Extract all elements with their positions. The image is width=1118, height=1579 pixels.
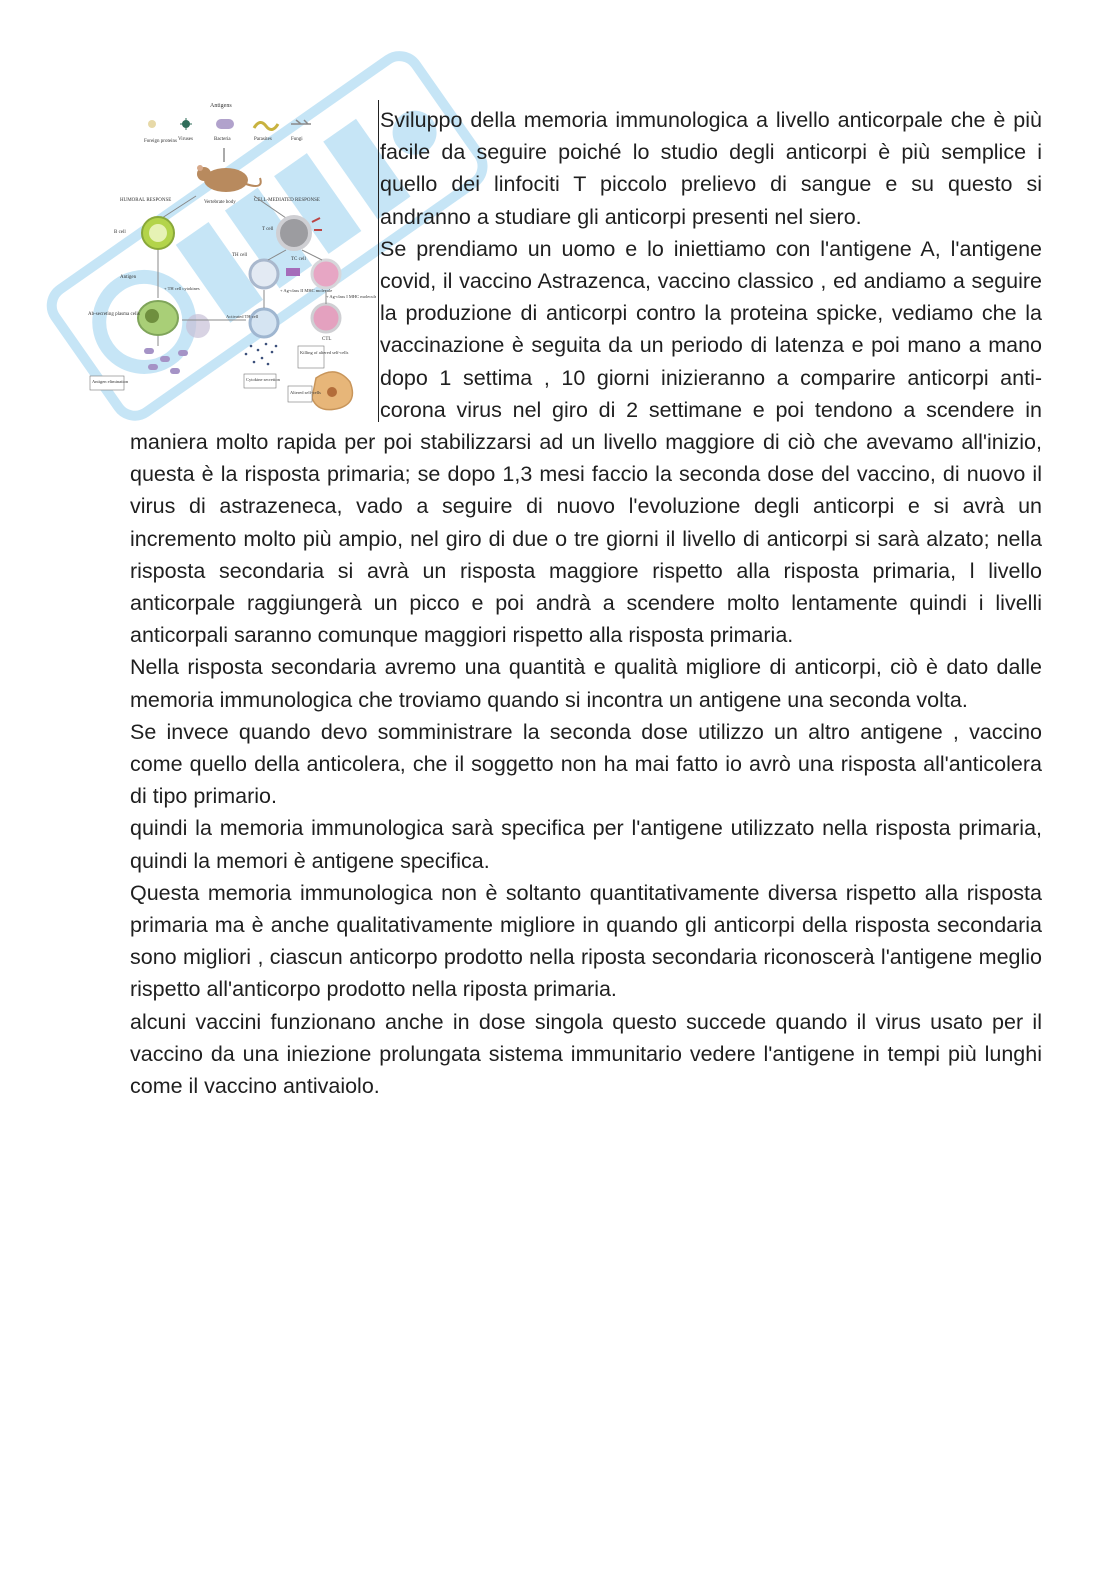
label-ag-class-ii: + Ag-class II MHC molecule [280, 288, 333, 293]
label-t-cell: T cell [262, 227, 274, 232]
label-cytokine-secretion: Cytokine secretion [246, 377, 280, 382]
label-ab-secreting: Ab-secreting plasma cells [88, 312, 140, 317]
label-antigens: Antigens [210, 103, 232, 109]
label-antigen: Antigen [120, 275, 137, 280]
paragraph-1: Sviluppo della memoria immunologica a livello anticorpale che è più facile da seguire poiché lo studio degli anticorpi è più semplice i quello dei linfociti T piccolo prelievo di sangue e su questo si andranno a studiare gli anticorpi presenti nel siero. [380, 108, 1042, 229]
label-humoral-response: HUMORAL RESPONSE [120, 198, 172, 203]
label-vertebrate-body: Vertebrate body [204, 200, 236, 205]
label-altered-self: Altered self-cells [290, 390, 321, 395]
label-antigen-elimination: Antigen elimination [92, 379, 129, 384]
label-th-cell: TH cell [232, 253, 248, 258]
label-killing: Killing of altered self-cells [300, 350, 349, 355]
label-cell-mediated-response: CELL-MEDIATED RESPONSE [254, 198, 320, 203]
label-ag-class-i: + Ag-class I MHC molecule [326, 294, 376, 299]
paragraph-5: quindi la memoria immunologica sarà specifica per l'antigene utilizzato nella risposta primaria, quindi la memori è antigene specifica. [130, 816, 1042, 873]
label-fungi: Fungi [291, 137, 303, 142]
paragraph-3: Nella risposta secondaria avremo una quantità e qualità migliore di anticorpi, ciò è dato dalle memoria immunologica che troviamo quando si incontra un antigene una seconda volta. [130, 655, 1042, 712]
document-body [130, 104, 1042, 1102]
paragraph-2: Se prendiamo un uomo e lo iniettiamo con l'antigene A, l'antigene covid, il vaccino Astrazenca, vaccino classico , ed andiamo a seguire la produzione di anticorpi contro la proteina spicke, vediamo che la vaccinazione è seguita da un periodo di latenza e poi mano a mano dopo 1 settima , 10 giorni inizieranno a comparire anticorpi anti- corona virus nel giro di 2 settimane e poi tendono a scendere in maniera molto rapida per poi stabilizzarsi ad un livello maggiore di ciò che avevamo all'inizio, questa è la risposta primaria; se dopo 1,3 mesi faccio la seconda dose del vaccino, di nuovo il virus di astrazeneca, vado a seguire di nuovo l'evoluzione degli anticorpi e si avrà un incremento molto più ampio, nel giro di due o tre giorni il livello di anticorpi si sarà alzato; nella risposta secondaria si avrà un risposta maggiore rispetto alla risposta primaria, l livello anticorpale raggiungerà un picco e poi andrà a scendere molto lentamente quindi i livelli anticorpali saranno comunque maggiori rispetto alla risposta primaria. [130, 236, 1042, 648]
paragraph-4: Se invece quando devo somministrare la seconda dose utilizzo un altro antigene , vaccino come quello della anticolera, che il soggetto non ha mai fatto io avrò una risposta all'anticolera di tipo primario. [130, 719, 1042, 809]
label-tc-cell: TC cell [291, 257, 306, 262]
label-th-cytokines: + TH cell cytokines [164, 286, 200, 291]
label-ctl: CTL [322, 337, 332, 342]
label-viruses: Viruses [178, 137, 193, 142]
figure-spacer [130, 104, 380, 426]
label-bacteria: Bacteria [214, 137, 231, 142]
label-b-cell: B cell [114, 230, 126, 235]
label-activated-th: Activated TH cell [226, 314, 259, 319]
paragraph-7: alcuni vaccini funzionano anche in dose singola questo succede quando il virus usato per il vaccino da una iniezione prolungata sistema immunitario vedere l'antigene in tempi più lunghi come il vaccino antivaiolo. [130, 1009, 1042, 1099]
paragraph-6: Questa memoria immunologica non è soltanto quantitativamente diversa rispetto alla risposta primaria ma è anche qualitativamente migliore in quando gli anticorpi della risposta secondaria sono migliori , ciascun anticorpo prodotto nella riposta secondaria riconoscerà l'antigene meglio rispetto all'anticorpo prodotto nella riposta primaria. [130, 880, 1042, 1002]
label-foreign-proteins: Foreign proteins [144, 139, 177, 144]
label-parasites: Parasites [254, 137, 272, 142]
